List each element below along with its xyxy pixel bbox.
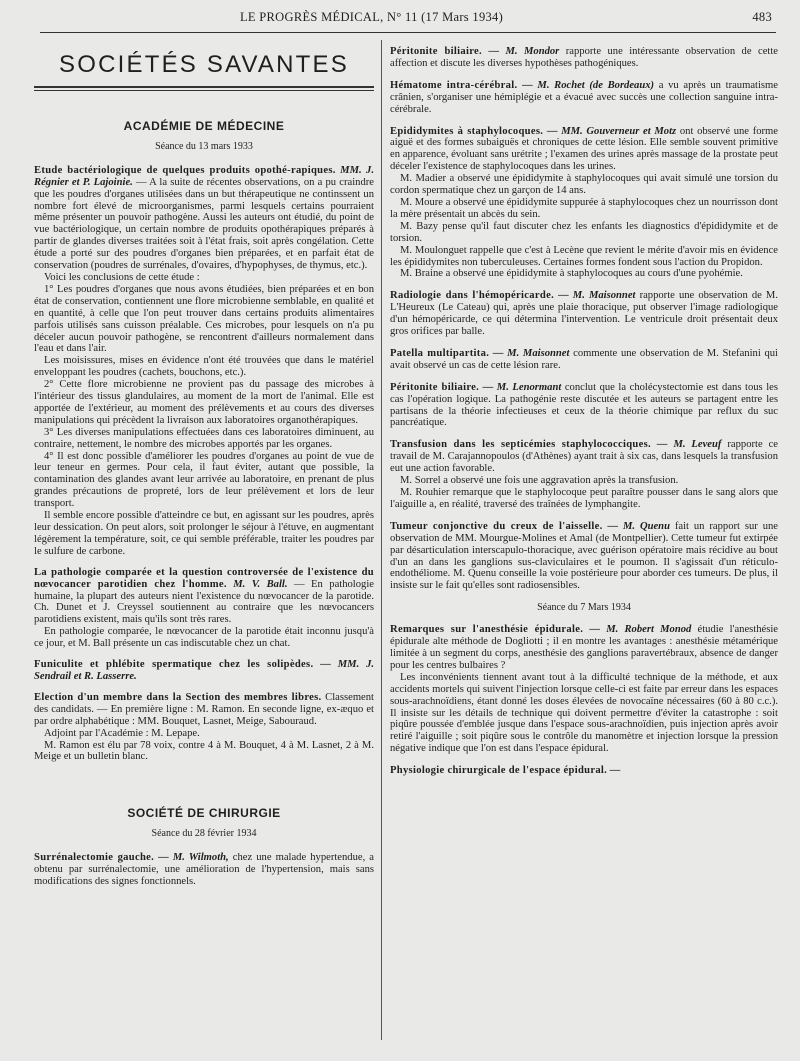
entry-text: Classement des candidats. — En première ligne : M. Ramon. En seconde ligne, ex-æquo et par ordre alphabétique : MM. Bouquet, Lasnet, Meige, Sabouraud.: [34, 691, 374, 727]
article-entry: [390, 765, 778, 777]
right-column: [390, 40, 778, 787]
entry-paragraph: M. Madier a observé une épididymite à staphylocoques qui avait simulé une torsion du cordon spermatique chez un garçon de 14 ans.: [390, 173, 778, 197]
entry-author: — M. Quenu: [607, 520, 670, 532]
entry-lead: [390, 765, 778, 777]
entry-lead: [390, 80, 778, 116]
entry-text: chez une malade hypertendue, a obtenu par surrénalectomie, une amélioration de l'hypertension, mais sans modifications des signes fonctionnels.: [34, 852, 374, 887]
article-entry: [390, 290, 778, 338]
entry-lead: [390, 439, 778, 475]
entry-paragraph: Adjoint par l'Académie : M. Lepape.: [44, 727, 200, 739]
academie-session: Séance du 13 mars 1933: [155, 140, 253, 152]
article-entry: [390, 624, 778, 755]
entry-title: Election d'un membre dans la Section des membres libres.: [34, 691, 322, 703]
article-entry: [34, 567, 374, 650]
chirurgie-entries: [34, 852, 374, 888]
entry-lead: [390, 46, 778, 70]
entry-text: étudie l'anesthésie épidurale alte méthode de Dogliotti ; il en montre les avantages : anesthésie métamérique limitée à un segment du corps, anesthésie des ganglions paravertébraux, absence de danger pour les centres bulbaires ?: [390, 624, 778, 671]
article-entry: [390, 439, 778, 510]
entry-author: — M. Wilmoth,: [158, 852, 229, 864]
entry-text: conclut que la cholécystectomie est dans tous les cas l'opération logique. La pathogénie reste discutée et les auteurs se partagent entre les partisans de la théorie infectieuses et ceux de la théorie chimique par reflux du suc pancréatique.: [390, 381, 778, 429]
entry-title: Transfusion dans les septicémies staphylococciques.: [390, 439, 651, 451]
article-entry: [34, 852, 374, 888]
banner-rule: [34, 86, 374, 91]
page-number: 483: [752, 10, 772, 24]
entry-title: Tumeur conjonctive du creux de l'aisselle.: [390, 520, 603, 532]
article-entry: [390, 348, 778, 372]
entry-title: Hématome intra-cérébral.: [390, 79, 518, 91]
entry-title: Funiculite et phlébite spermatique chez les solipèdes.: [34, 659, 314, 671]
entry-author: — M. Mondor: [488, 46, 560, 57]
right-entries-2: [390, 624, 778, 777]
entry-paragraph: En pathologie comparée, le nœvocancer de la parotide était inconnu jusqu'à ce jour, et M. Ball présente un cas indiscutable chez un chat.: [34, 626, 374, 650]
entry-author: — MM. Gouverneur et Motz: [546, 125, 677, 137]
article-entry: [390, 46, 778, 70]
entry-text: commente une observation de M. Stefanini qui avait observé un cas de cette lésion rare.: [390, 347, 778, 371]
academie-entries: [34, 165, 374, 764]
entry-author: — M. Robert Monod: [589, 624, 692, 636]
entry-lead: [34, 692, 374, 728]
entry-lead: [34, 165, 374, 272]
entry-text: — A la suite de récentes observations, on a pu craindre que les poudres d'organes utilisées dans un but thérapeutique ne continssent un nombre fort élevé de microorganismes, parmi lesquels certains pourraient même présenter un pouvoir pathogène. Aussi les auteurs ont étudié, du point de vue bactériologique, un certain nombre de produits opothérapiques préparés à partir de glandes diverses traitées soit à l'état frais, soit après congélation. Cette étude a porté sur des poudres d'organes bien préparées, et en parfait état de conservation (poudres de surrénales, d'ovaires, d'hypophyses, de thymus, etc.).: [34, 176, 374, 272]
entry-text: fait un rapport sur une observation de MM. Mourgue-Molines et Amal (de Montpellier). Cette tumeur fut extirpée par désarticulation interscapulo-thoracique, avec guérison opératoire mais récidive au bout d'un an dans les ganglions sus-claviculaires et le poumon. Il s'agissait d'un réticulo-endothéliome. M. Quenu conseille la voie postérieure pour aborder ces tumeurs. De plus, il insiste sur le fait qu'elles sont radiosensibles.: [390, 520, 779, 592]
entry-lead: [390, 348, 778, 372]
right-entries: [390, 46, 778, 592]
entry-title: Radiologie dans l'hémopéricarde.: [390, 290, 555, 302]
entry-paragraph: 2° Cette flore microbienne ne provient pas du passage des microbes à l'intérieur des tissus glandulaires, au moment de la mort de l'animal. Elle est apportée de l'extérieur, au moment des prélèvements et au cours des diverses manipulations qui précèdent la livraison aux laboratoires organothérapiques.: [34, 379, 374, 426]
entry-title: La pathologie comparée et la question controversée de l'existence du nœvocancer parotidien chez l'homme.: [34, 566, 374, 590]
entry-paragraph: M. Bazy pense qu'il faut discuter chez les enfants les diagnostics d'épididymite et de torsion.: [390, 220, 778, 244]
entry-title: Péritonite biliaire.: [390, 381, 480, 393]
journal-title: LE PROGRÈS MÉDICAL, N° 11 (17 Mars 1934): [240, 10, 504, 24]
entry-author: — M. Maisonnet: [492, 347, 570, 359]
chirurgie-session: Séance du 28 février 1934: [151, 828, 257, 840]
entry-paragraph: M. Ramon est élu par 78 voix, contre 4 à M. Bouquet, 4 à M. Lasnet, 2 à M. Meige et un bulletin blanc.: [34, 739, 374, 763]
entry-title: Etude bactériologique de quelques produits opothé-rapiques.: [34, 164, 336, 176]
entry-title: Remarques sur l'anesthésie épidurale.: [390, 624, 584, 636]
entry-lead: [390, 126, 778, 174]
entry-paragraph: Il semble encore possible d'atteindre ce but, en agissant sur les poudres, après leur dessication. On peut alors, soit prolonger le séjour à l'étuve, en augmentant légèrement la température, soit, ce qui semble préférable, traiter les poudres par le sulfure de carbone.: [34, 510, 374, 557]
entry-paragraph: Les moisissures, mises en évidence n'ont été trouvées que dans le matériel enveloppant les poudres (cachets, bouchons, etc.).: [34, 355, 374, 379]
entry-author: MM. J. Régnier et P. Lajoinie.: [34, 164, 374, 188]
entry-text: — En pathologie humaine, la plupart des auteurs nient l'existence du nœvocancer de la parotide. Ch. Dunet et J. Creyssel soutiennent au contraire que les nœvocancers parotidiens existent, mais qu'ils sont très rares.: [34, 578, 374, 626]
entry-paragraph: M. Sorrel a observé une fois une aggravation après la transfusion.: [400, 475, 679, 487]
entry-title: Epididymites à staphylocoques.: [390, 125, 544, 137]
header-rule: [40, 32, 776, 33]
entry-title: Physiologie chirurgicale de l'espace épidural.: [390, 765, 608, 777]
entry-author: — M. Lenormant: [482, 381, 562, 393]
entry-author: — MM. J. Sendrail et R. Lasserre.: [34, 659, 375, 682]
chirurgie-title: SOCIÉTÉ DE CHIRURGIE: [127, 806, 281, 821]
session-date-7-mars: Séance du 7 Mars 1934: [537, 602, 631, 614]
entry-paragraph: Voici les conclusions de cette étude :: [44, 271, 200, 283]
entry-author: — M. Maisonnet: [558, 290, 636, 302]
entry-paragraph: M. Moulonguet rappelle que c'est à Lecène que revient le mérite d'avoir mis en évidence les épididymites non tuberculeuses. Certaines formes fondent sous l'action du Propidon.: [390, 244, 778, 268]
entry-lead: [390, 624, 778, 672]
entry-title: Surrénalectomie gauche.: [34, 852, 155, 864]
entry-paragraph: Les inconvénients tiennent avant tout à la difficulté technique de la méthode, et aux accidents mortels qui suivent l'injection lorsque celle-ci est faite par erreur dans les espaces sous-arachnoïdiens, étant donné les doses élevées de novocaïne nécessaires (60 à 80 c.c.). Il insiste sur les détails de technique qui doivent permettre d'éviter la catastrophe : soit piqûre poussée d'emblée jusque dans l'espace sous-arachnoïdien, puis injection après avoir retiré l'aiguille ; soit piqûre sous le contrôle du manomètre et injection lorsque la pression négative indique que l'on est dans l'espace épidural.: [390, 671, 778, 755]
entry-paragraph: 4° Il est donc possible d'améliorer les poudres d'organes au point de vue de leur teneur en germes. Pour cela, il faut éviter, autant que possible, la contamination des glandes avant leur arrivée au laboratoire, en prenant de plus grandes précautions de propreté, lors de leur prélèvement et lors de leur transport.: [34, 450, 374, 510]
article-entry: [390, 126, 778, 281]
entry-lead: [34, 659, 374, 683]
entry-text: ont observé une forme aiguë et des formes subaiguës et chroniques de cette lésion. Elle semble souvent primitive en apparence, évoluant sans urétrite ; l'examen des urines après massage de la prostate peut déceler l'existence de staphylocoques dans les urines.: [390, 125, 778, 173]
article-entry: [34, 165, 374, 558]
academie-title: ACADÉMIE DE MÉDECINE: [123, 119, 285, 133]
article-entry: [34, 692, 374, 763]
entry-paragraph: 3° Les diverses manipulations effectuées dans ces laboratoires diminuent, au contraire, nettement, le nombre des microbes apportés par les organes.: [34, 426, 374, 450]
entry-lead: [34, 852, 374, 888]
entry-paragraph: 1° Les poudres d'organes que nous avons étudiées, bien préparées et en bon état de conservation, contiennent une flore microbienne semblable, en qualité et en quantité, à celle que l'on peut trouver dans certains produits alimentaires parfois utilisés sans cuisson préalable. Ces microbes, pour lesquels on n'a pu déceler aucun pouvoir pathogène, se rencontrent d'ailleurs normalement dans l'eau et dans l'air.: [34, 283, 374, 355]
entry-title: Patella multipartita.: [390, 347, 490, 359]
entry-title: Péritonite biliaire.: [390, 46, 482, 57]
entry-lead: [390, 521, 778, 592]
article-entry: [34, 659, 374, 683]
entry-author: — M. Rochet (de Bordeaux): [522, 79, 655, 91]
entry-author: — M. Leveuf: [656, 439, 722, 451]
article-entry: [390, 521, 778, 592]
entry-text: rapporte ce travail de M. Carajannopoulos (d'Athènes) ayant trait à six cas, dans lesquels la transfusion eut une action favorable.: [390, 439, 778, 475]
entry-paragraph: M. Braine a observé une épididymite à staphylocoques au cours d'une pyohémie.: [400, 268, 743, 280]
entry-lead: [390, 382, 778, 430]
entry-author: —: [609, 765, 621, 777]
entry-text: rapporte une intéressante observation de cette affection et discute les diverses hypothèses pathogéniques.: [390, 46, 778, 69]
entry-text: rapporte une observation de M. L'Heureux (Le Cateau) qui, après une plaie thoracique, put observer l'image radiologique d'un hémopéricarde, ce qui détermina l'intervention. Le ventricule droit présentait deux gros orifices par balle.: [390, 290, 778, 338]
entry-paragraph: M. Rouhier remarque que le staphylocoque peut paraître pousser dans le sang alors que l'aiguille a, en réalité, traversé des traînées de lymphangite.: [390, 487, 778, 510]
entry-lead: [390, 290, 778, 338]
article-entry: [390, 382, 778, 430]
left-column: [34, 40, 374, 897]
entry-lead: [34, 567, 374, 627]
entry-paragraph: M. Moure a observé une épididymite suppurée à staphylocoques chez un nourrisson dont la mère présentait un abcès du sein.: [390, 196, 778, 220]
entry-text: a vu après un traumatisme crânien, s'organiser une hémiplégie et a évacué avec succès une collection sanguine intra-cérébrale.: [390, 79, 778, 115]
running-head: [40, 10, 772, 28]
article-entry: [390, 80, 778, 116]
banner-title: SOCIÉTÉS SAVANTES: [59, 51, 349, 78]
entry-author: M. V. Ball.: [233, 578, 288, 590]
column-divider: [381, 40, 382, 1040]
